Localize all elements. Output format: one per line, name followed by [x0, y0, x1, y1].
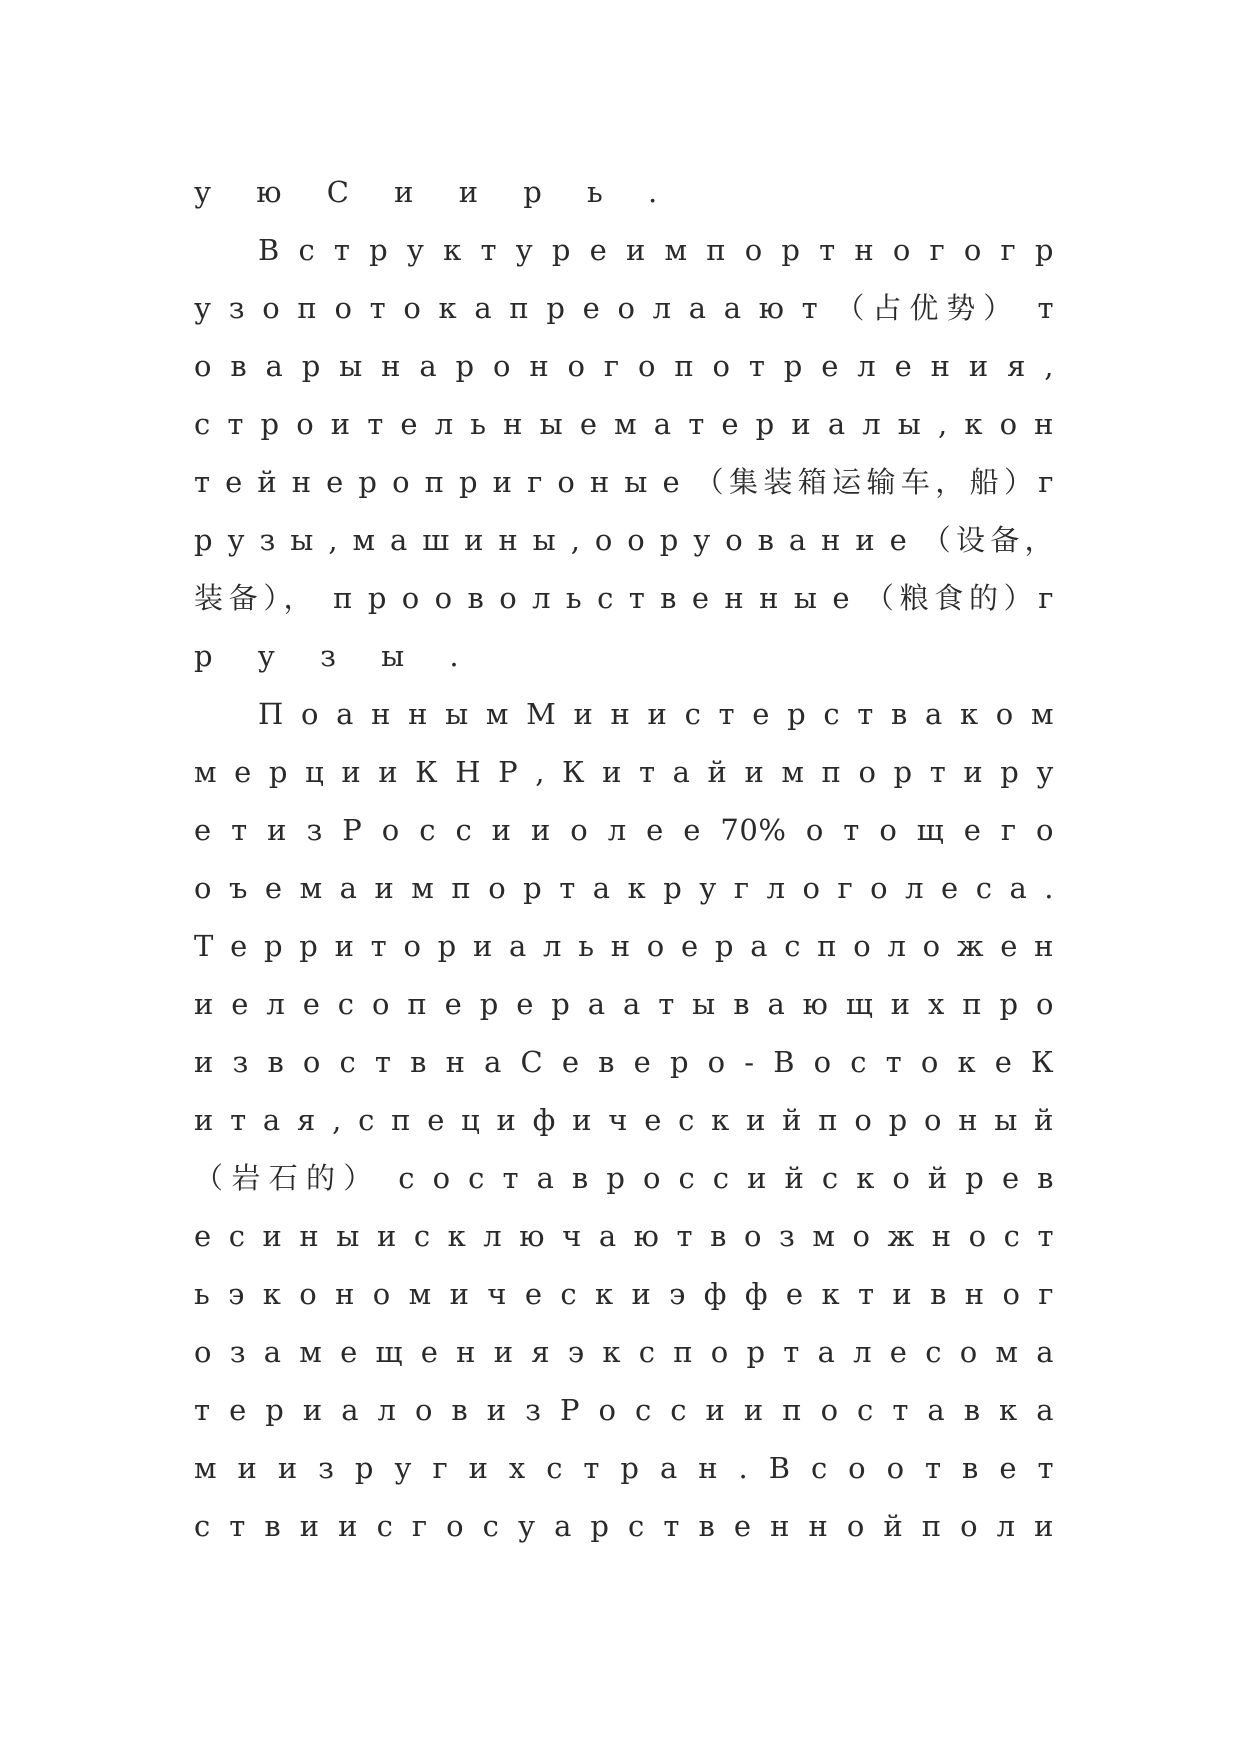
- text-line: П о а н н ы м М и н и с т е р с т в а к о м: [258, 697, 1054, 731]
- text-line: Т е р р и т о р и а л ь н о е р а с п о л о ж е н: [194, 929, 1054, 963]
- text-line: о в а р ы н а р о н о г о п о т р е л е н и я ,: [194, 349, 1054, 383]
- text-line: （岩石的） с о с т а в р о с с и й с к о й р е в: [194, 1161, 1054, 1195]
- text-line: м и и з р у г и х с т р а н . В с о о т в е т: [194, 1451, 1054, 1485]
- text-line: и е л е с о п е р е р а а т ы в а ю щ и х п р о: [194, 987, 1054, 1021]
- text-line: р у з ы , м а ш и н ы , о о р у о в а н и е （设备，: [194, 523, 1054, 557]
- text-line: о з а м е щ е н и я э к с п о р т а л е с о м а: [194, 1335, 1054, 1369]
- text-line: у з о п о т о к а п р е о л а а ю т （占优势） т: [194, 291, 1054, 325]
- text-line: 装备）， п р о о в о л ь с т в е н н ы е （粮食的）г: [194, 581, 1054, 615]
- text-line: м е р ц и и К Н Р , К и т а й и м п о р т и р у: [194, 755, 1054, 789]
- text-line: и з в о с т в н а С е в е р о - В о с т о к е К: [194, 1045, 1054, 1079]
- text-line: е с и н ы и с к л ю ч а ю т в о з м о ж н о с т: [194, 1219, 1054, 1253]
- text-line: ь э к о н о м и ч е с к и э ф ф е к т и в н о г: [194, 1277, 1054, 1311]
- body-text: [194, 163, 1054, 1555]
- text-line: р у з ы .: [194, 639, 477, 673]
- text-line: В с т р у к т у р е и м п о р т н о г о г р: [258, 233, 1054, 267]
- text-line: о ъ е м а и м п о р т а к р у г л о г о л е с а .: [194, 871, 1054, 905]
- text-line: е т и з Р о с с и и о л е е 70% о т о щ е г о: [194, 813, 1054, 847]
- text-line: с т в и и с г о с у а р с т в е н н о й п о л и: [194, 1509, 1054, 1543]
- text-line: т е р и а л о в и з Р о с с и и п о с т а в к а: [194, 1393, 1054, 1427]
- text-line: и т а я , с п е ц и ф и ч е с к и й п о р о н ы й: [194, 1103, 1054, 1137]
- text-line: с т р о и т е л ь н ы е м а т е р и а л ы , к о н: [194, 407, 1054, 441]
- text-line: т е й н е р о п р и г о н ы е （集装箱运输车，船）г: [194, 465, 1054, 499]
- text-line: у ю С и и р ь .: [194, 175, 676, 209]
